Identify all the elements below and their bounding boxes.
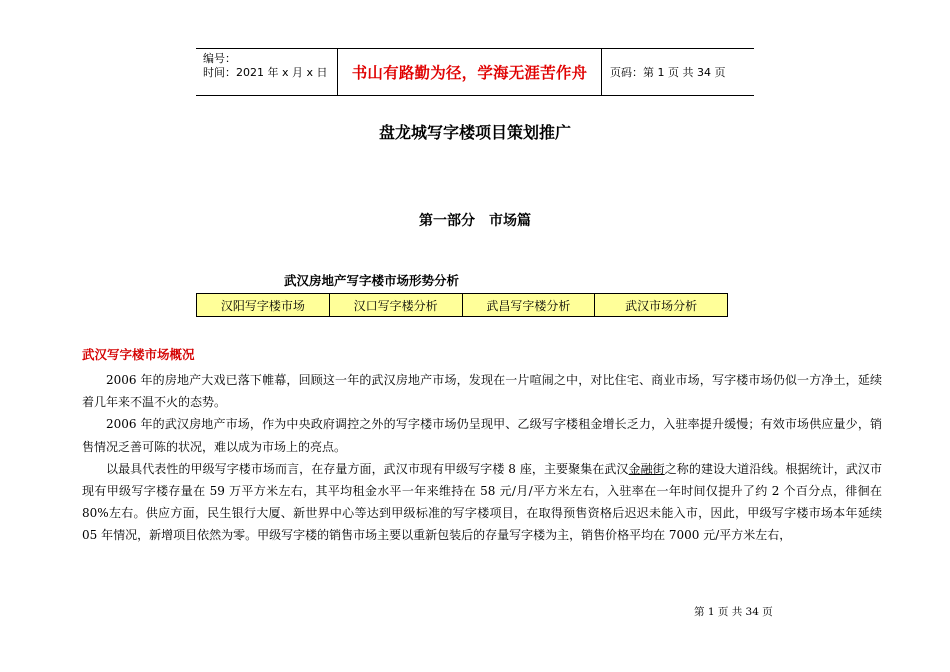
tab-wuhan-market-analysis[interactable]: 武汉市场分析 (625, 298, 698, 313)
header-meta (196, 49, 338, 95)
document-header (196, 48, 754, 96)
header-motto: 书山有路勤为径，学海无涯苦作舟 (338, 49, 602, 95)
page-footer: 第 1 页 共 34 页 (694, 606, 773, 618)
paragraph-2: 2006 年的武汉房地产市场，作为中央政府调控之外的写字楼市场仍呈现甲、乙级写字楼租金增长乏力，入驻率提升缓慢；有效市场供应量少，销售情况乏善可陈的状况，难以成为市场上的亮点。 (82, 417, 882, 454)
tab-hankou-office-analysis[interactable]: 汉口写字楼分析 (330, 294, 463, 316)
tab-wuchang-office-analysis[interactable]: 武昌写字楼分析 (463, 294, 596, 316)
part-name: 市场篇 (489, 213, 531, 229)
analysis-title: 武汉房地产写字楼市场形势分析 (284, 273, 460, 288)
paragraph-3-text-b: 之称的建设大道沿线。根据统计，武汉市现有甲级写字楼存量在 59 万平方米左右，其平均租金水平一年来维持在 58 元/月/平方米左右，入驻率在一年时间仅提升了约 2 个百分点，徘徊在 80%左右。供应方面，民生银行大厦、新世界中心等达到甲级标准的写字楼项目，在取得预售资格后迟迟未能入市，因此，甲级写字楼市场本年延续 05 年情况，新增项目依然为零。甲级写字楼的销售市场主要以重新包装后的存量写字楼为主，销售价格平均在 7000 元/平方米左右， (82, 461, 882, 543)
paragraph-1: 2006 年的房地产大戏已落下帷幕，回顾这一年的武汉房地产市场，发现在一片喧闹之中，对比住宅、商业市场，写字楼市场仍似一方净土，延续着几年来不温不火的态势。 (82, 373, 882, 410)
document-title: 盘龙城写字楼项目策划推广 (378, 123, 571, 142)
body-text (82, 369, 882, 547)
analysis-nav-table (196, 293, 728, 317)
part-number: 第一部分 (419, 213, 475, 229)
financial-street-link[interactable]: 金融街 (628, 461, 665, 476)
document-number-label: 编号： (203, 52, 236, 65)
paragraph-3 (82, 458, 882, 547)
document-date: 时间：2021 年 x 月 x 日 (203, 66, 328, 79)
paragraph-3-text-a: 以最具代表性的甲级写字楼市场而言，在存量方面，武汉市现有甲级写字楼 8 座，主要聚集在武汉 (106, 461, 629, 476)
header-page-info: 页码：第 1 页 共 34 页 (610, 66, 726, 79)
section-heading: 武汉写字楼市场概况 (82, 347, 195, 362)
part-heading (0, 210, 950, 230)
tab-hanyang-office-market[interactable]: 汉阳写字楼市场 (197, 294, 330, 316)
